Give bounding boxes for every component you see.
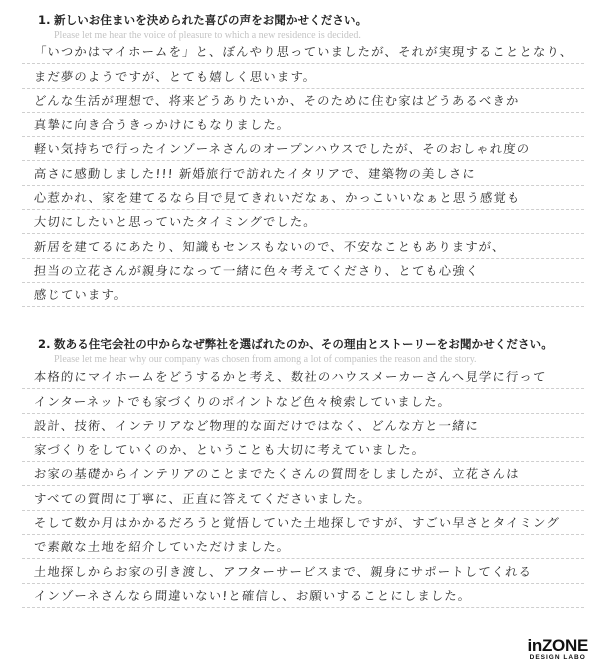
answer-line	[22, 486, 584, 510]
answer-line	[22, 389, 584, 413]
answer-line	[22, 137, 584, 161]
answer-line	[22, 438, 584, 462]
answer-1-line-7: 心惹かれ、家を建てるなら目で見てきれいだなぁ、かっこいいなぁと思う感覚も	[33, 191, 522, 206]
answer-line	[22, 64, 584, 88]
answer-1-line-3: どんな生活が理想で、将来どうありたいか、そのために住む家はどうあるべきか	[33, 93, 521, 108]
answer-2-line-1: 本格的にマイホームをどうするかと考え、数社のハウスメーカーさんへ見学に行って	[33, 370, 547, 385]
answer-2-line-3: 設計、技術、インテリアなど物理的な面だけではなく、どんな方と一緒に	[33, 418, 480, 433]
answer-1-line-10: 担当の立花さんが親身になって一緒に色々考えてくださり、とても心強く	[33, 263, 480, 278]
answer-line	[22, 584, 584, 608]
answer-line	[22, 210, 584, 234]
answer-line	[22, 559, 584, 583]
answer-line	[22, 40, 584, 64]
answer-2-line-7: そして数か月はかかるだろうと覚悟していた土地探しですが、すごい早さとタイミング	[33, 516, 561, 531]
logo-subtitle: DESIGN LABO	[529, 654, 586, 661]
answer-line	[22, 283, 584, 307]
question-2-title	[38, 336, 584, 352]
question-2-subtitle: Please let me hear why our company was chosen from among a lot of companies the reason and the story.	[54, 354, 477, 365]
logo-brand-zone: ZONE	[541, 636, 588, 655]
answer-2-line-6: すべての質問に丁寧に、正直に答えてくださいました。	[33, 491, 372, 506]
answer-line	[22, 161, 584, 185]
logo-brand	[527, 637, 588, 654]
answer-2-line-2: インターネットでも家づくりのポイントなど色々検索していました。	[33, 394, 452, 409]
question-2-number: 2.	[38, 337, 51, 351]
question-2-header	[38, 336, 584, 365]
answer-2-line-4: 家づくりをしていくのか、ということも大切に考えていました。	[33, 443, 426, 458]
answer-line	[22, 186, 584, 210]
question-1-header	[38, 12, 584, 41]
answer-1-lines	[22, 40, 584, 307]
logo-brand-in: in	[527, 636, 542, 655]
answer-line	[22, 259, 584, 283]
answer-2-line-8: で素敵な土地を紹介していただけました。	[33, 540, 291, 555]
question-1-title	[38, 12, 584, 28]
question-1-number: 1.	[38, 13, 51, 27]
answer-line	[22, 462, 584, 486]
answer-2-line-9: 土地探しからお家の引き渡し、アフターサービスまで、親身にサポートしてくれる	[33, 564, 533, 579]
question-1-subtitle: Please let me hear the voice of pleasure to which a new residence is decided.	[54, 30, 361, 41]
question-2-text: 数ある住宅会社の中からなぜ弊社を選ばれたのか、その理由とストーリーをお聞かせください。	[54, 337, 553, 351]
answer-1-line-8: 大切にしたいと思っていたタイミングでした。	[33, 215, 318, 230]
answer-1-line-9: 新居を建てるにあたり、知識もセンスもないので、不安なこともありますが、	[33, 239, 507, 254]
answer-2-lines	[22, 365, 584, 608]
answer-line	[22, 511, 584, 535]
inzone-logo	[527, 637, 588, 662]
answer-2-line-5: お家の基礎からインテリアのことまでたくさんの質問をしましたが、立花さんは	[33, 467, 521, 482]
answer-1-line-4: 真摯に向き合うきっかけにもなりました。	[33, 118, 291, 133]
answer-1-line-6: 高さに感動しました!!! 新婚旅行で訪れたイタリアで、建築物の美しさに	[33, 166, 477, 181]
answer-1-line-1: 「いつかはマイホームを」と、ぼんやり思っていましたが、それが実現することとなり、	[33, 45, 575, 60]
answer-line	[22, 113, 584, 137]
answer-1-line-5: 軽い気持ちで行ったインゾーネさんのオープンハウスでしたが、そのおしゃれ度の	[33, 142, 531, 157]
answer-line	[22, 89, 584, 113]
answer-1-line-11: 感じています。	[33, 288, 128, 303]
answer-line	[22, 414, 584, 438]
answer-1-line-2: まだ夢のようですが、とても嬉しく思います。	[33, 69, 317, 84]
answer-line	[22, 535, 584, 559]
question-1-text: 新しいお住まいを決められた喜びの声をお聞かせください。	[54, 13, 368, 27]
answer-line	[22, 365, 584, 389]
answer-2-line-10: インゾーネさんなら間違いない!と確信し、お願いすることにしました。	[33, 588, 472, 603]
answer-line	[22, 234, 584, 258]
